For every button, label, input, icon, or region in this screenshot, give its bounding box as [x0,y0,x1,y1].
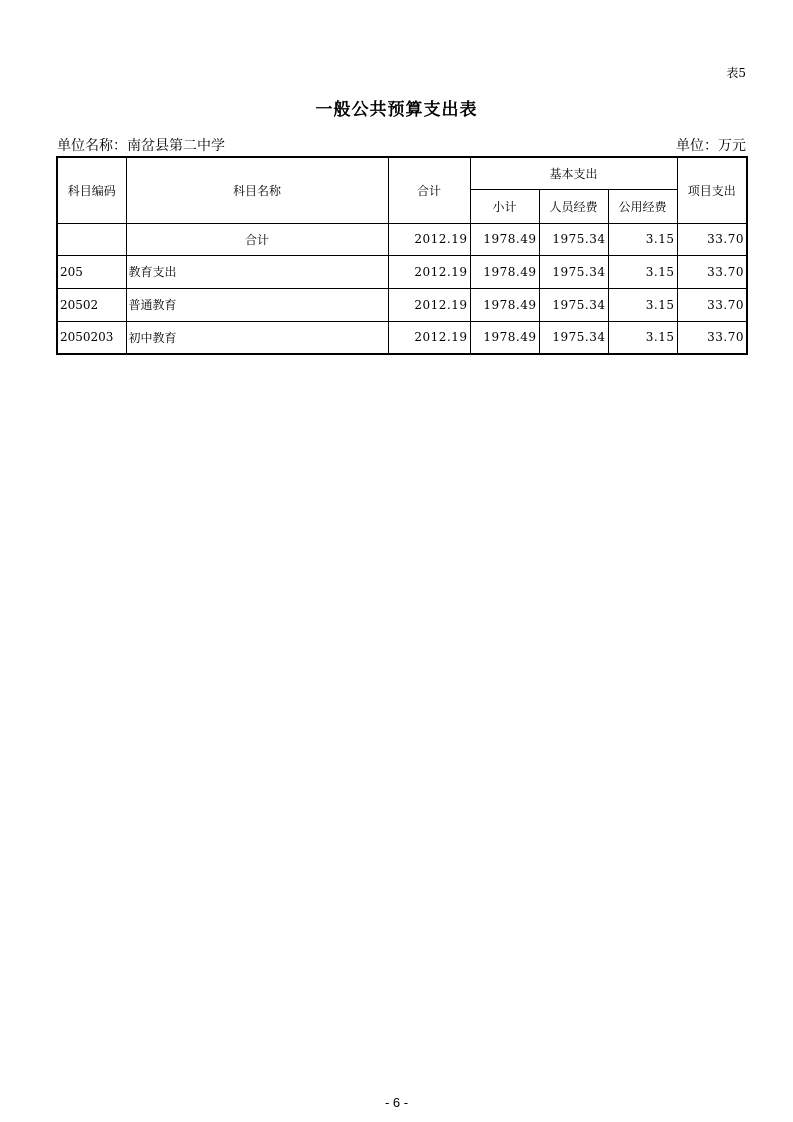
cell-total: 2012.19 [388,288,470,321]
table-row [57,223,747,255]
header-public: 公用经费 [608,189,677,223]
cell-subtotal: 1978.49 [470,255,539,288]
page-number: - 6 - [384,1095,409,1110]
cell-code: 2050203 [57,321,126,354]
cell-code: 20502 [57,288,126,321]
cell-name: 合计 [126,223,388,255]
expenditure-table [56,156,748,355]
table-row [57,288,747,321]
header-total: 合计 [388,157,470,223]
cell-public: 3.15 [608,255,677,288]
header-code: 科目编码 [57,157,126,223]
cell-personnel: 1975.34 [539,255,608,288]
header-project: 项目支出 [677,157,747,223]
cell-project: 33.70 [677,321,747,354]
table-header-row [57,157,747,189]
header-subtotal: 小计 [470,189,539,223]
cell-public: 3.15 [608,321,677,354]
table-number: 表5 [726,66,746,80]
cell-project: 33.70 [677,288,747,321]
currency-unit-label: 单位：万元 [676,138,746,154]
cell-code [57,223,126,255]
unit-name-label: 单位名称：南岔县第二中学 [57,138,225,154]
cell-name: 初中教育 [126,321,388,354]
cell-name: 普通教育 [126,288,388,321]
cell-subtotal: 1978.49 [470,223,539,255]
cell-project: 33.70 [677,255,747,288]
cell-project: 33.70 [677,223,747,255]
cell-name: 教育支出 [126,255,388,288]
header-name: 科目名称 [126,157,388,223]
header-basic: 基本支出 [470,157,677,189]
cell-subtotal: 1978.49 [470,288,539,321]
cell-code: 205 [57,255,126,288]
page-title: 一般公共预算支出表 [315,100,478,120]
cell-total: 2012.19 [388,321,470,354]
cell-personnel: 1975.34 [539,223,608,255]
cell-personnel: 1975.34 [539,288,608,321]
table-row [57,321,747,354]
cell-total: 2012.19 [388,255,470,288]
cell-subtotal: 1978.49 [470,321,539,354]
cell-public: 3.15 [608,223,677,255]
cell-public: 3.15 [608,288,677,321]
cell-total: 2012.19 [388,223,470,255]
table-row [57,255,747,288]
header-personnel: 人员经费 [539,189,608,223]
cell-personnel: 1975.34 [539,321,608,354]
